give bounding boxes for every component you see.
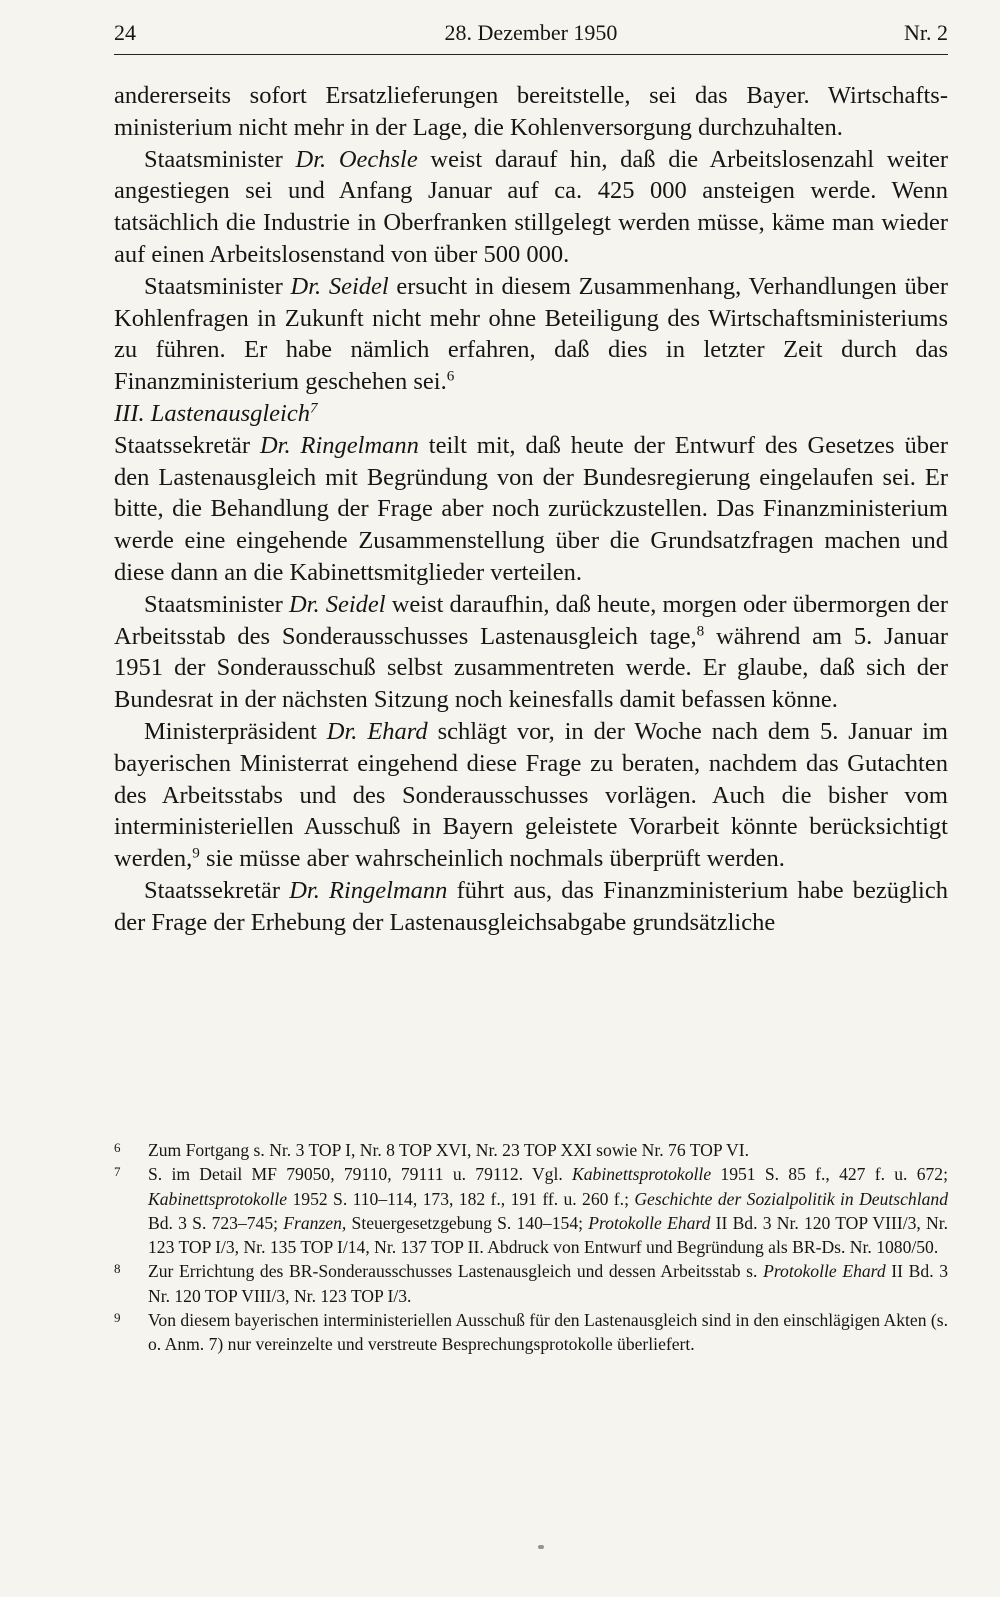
speaker-name: Ringelmann (300, 431, 419, 459)
speaker-name: Oechsle (338, 145, 418, 173)
footnote-citation: Geschichte der Sozialpolitik in Deutschland (634, 1188, 948, 1209)
footnote-text: II Bd. 3 Nr. 120 TOP VIII/3, Nr. 123 TOP I/3, Nr. 135 TOP I/14, Nr. 137 TOP II. Abdruck von Entwurf und Begründung als BR-Ds. Nr. 1080/50. (148, 1212, 948, 1258)
footnote-9 (114, 1308, 948, 1357)
footnote-citation: Protokolle Ehard (763, 1261, 886, 1282)
speaker-title: Staatssekretär (114, 431, 260, 459)
footnote-citation: Kabinettsprotokolle (572, 1164, 712, 1185)
speaker-dr: Dr. (288, 590, 320, 618)
footnote-7 (114, 1162, 948, 1259)
running-header (114, 18, 948, 54)
footnote-mark: 9 (114, 1310, 121, 1326)
footnote-citation: Protokolle Ehard (588, 1212, 711, 1233)
paragraph-3 (114, 271, 948, 398)
paragraph-4 (114, 430, 948, 589)
speaker-dr: Dr. (326, 717, 358, 745)
speaker-dr: Dr. (289, 876, 320, 904)
footnote-mark: 7 (114, 1164, 121, 1180)
paragraph-7 (114, 875, 948, 939)
paragraph-text: weist darauf hin, daß die Arbeitslosenzahl weiter angestiegen sei und Anfang Januar auf ca. 425 000 ansteigen werde. Wenn tatsächlich die Industrie in Oberfranken stillgelegt werden müsse, käme man wieder auf einen Arbeitslosenstand von über 500 000. (114, 145, 949, 268)
footnote-8 (114, 1259, 948, 1308)
speaker-title: Staatssekretär (144, 876, 290, 904)
paragraph-text: während am 5. Januar 1951 der Sonderausschuß selbst zusammentreten werde. Er glaube, daß sich der Bundesrat in der nächsten Sitzung noch keinesfalls damit befassen könne. (114, 622, 948, 714)
header-date: 28. Dezember 1950 (444, 20, 618, 45)
footnote-ref[interactable]: 6 (446, 367, 455, 385)
footnote-text: 1952 S. 110–114, 173, 182 f., 191 ff. u. 260 f.; (287, 1188, 635, 1209)
footnote-text: Zum Fortgang s. Nr. 3 TOP I, Nr. 8 TOP XVI, Nr. 23 TOP XXI sowie Nr. 76 TOP VI. (148, 1140, 750, 1160)
speaker-name: Ehard (367, 717, 428, 745)
section-heading (114, 398, 948, 430)
paragraph-text: sie müsse aber wahrscheinlich nochmals überprüft werden. (199, 845, 785, 873)
header-rule (114, 54, 948, 55)
footnote-text: Von diesem bayerischen interministeriellen Ausschuß für den Lastenausgleich sind in den einschlägigen Akten (s. o. Anm. 7) nur vereinzelte und verstreute Besprechungsprotokolle überliefert. (148, 1310, 948, 1355)
speaker-title: Staatsminister (144, 145, 296, 173)
footnote-text: Zur Errichtung des BR-Sonderausschusses Lastenausgleich und dessen Arbeitsstab s. (148, 1261, 764, 1282)
paragraph-text: schlägt vor, in der Woche nach dem 5. Januar im bayerischen Ministerrat eingehend diese Frage zu beraten, nachdem das Gutachten des Arbeitsstabs und des Sonderausschusses vorlägen. Auch die bisher vom interministeriellen Ausschuß in Bayern geleistete Vorarbeit könnte berücksichtigt werden, (114, 717, 948, 873)
footnote-ref[interactable]: 7 (309, 399, 318, 417)
footnote-text: Bd. 3 S. 723–745; (148, 1212, 284, 1233)
paragraph-text: weist daraufhin, daß heute, morgen oder übermorgen der Arbeitsstab des Sonderausschusses Lastenausgleich tage, (114, 590, 949, 650)
speaker-dr: Dr. (259, 431, 291, 459)
paragraph-text: teilt mit, daß heute der Entwurf des Gesetzes über den Lastenausgleich mit Begründung von der Bundesregierung eingelaufen sei. Er bitte, die Behandlung der Frage aber noch zurückzustellen. Das Finanzministerium werde eine eingehende Zusammenstellung über die Grundsatzfragen machen und diese dann an die Kabinettsmitglieder verteilen. (114, 431, 949, 586)
speaker-dr: Dr. (290, 272, 322, 300)
speaker-title: Ministerpräsident (144, 717, 327, 745)
footnote-mark: 6 (114, 1140, 121, 1155)
main-text (114, 80, 948, 939)
footnote-mark: 8 (114, 1261, 121, 1277)
speaker-name: Seidel (325, 590, 386, 618)
footnote-ref[interactable]: 9 (192, 844, 200, 862)
paragraph-6 (114, 716, 948, 875)
section-title: III. Lastenausgleich (114, 399, 310, 427)
paragraph-text: andererseits sofort Ersatzlieferungen bereitstelle, sei das Bayer. Wirtschaftsministerium nicht mehr in der Lage, die Kohlenversorgung durchzuhalten. (114, 82, 948, 141)
paragraph-5 (114, 589, 948, 716)
page-number: 24 (114, 20, 136, 45)
paragraph-2 (114, 144, 948, 271)
footnote-text: II Bd. 3 Nr. 120 TOP VIII/3, Nr. 123 TOP I/3. (148, 1261, 949, 1306)
footnote-text: 1951 S. 85 f., 427 f. u. 672; (711, 1164, 948, 1185)
footnote-citation: Franzen, (283, 1212, 347, 1233)
speaker-dr: Dr. (295, 145, 327, 173)
paragraph-text: führt aus, das Finanzministerium habe bezüglich der Frage der Erhebung der Lastenausgleichsabgabe grundsätzliche (114, 876, 948, 936)
footnote-citation: Kabinettsprotokolle (148, 1188, 288, 1209)
footnote-6 (114, 1138, 948, 1162)
footnote-text: Steuergesetzgebung S. 140–154; (346, 1212, 589, 1233)
footnotes (114, 1138, 948, 1357)
speaker-name: Ringelmann (329, 876, 448, 904)
footnote-text: S. im Detail MF 79050, 79110, 79111 u. 79112. Vgl. (148, 1164, 573, 1185)
speaker-title: Staatsminister (144, 272, 291, 300)
footnote-ref[interactable]: 8 (696, 622, 705, 640)
speaker-title: Staatsminister (144, 590, 289, 618)
print-speck (538, 1545, 544, 1549)
speaker-name: Seidel (328, 272, 389, 300)
issue-number: Nr. 2 (904, 20, 948, 45)
paragraph-1 (114, 80, 948, 144)
paragraph-text: ersucht in diesem Zusammenhang, Verhandlungen über Kohlenfragen in Zukunft nicht mehr ohne Beteiligung des Wirtschaftsministeriums zu führen. Er habe nämlich erfahren, daß dies in letzter Zeit durch das Finanzministerium geschehen sei. (114, 272, 948, 396)
